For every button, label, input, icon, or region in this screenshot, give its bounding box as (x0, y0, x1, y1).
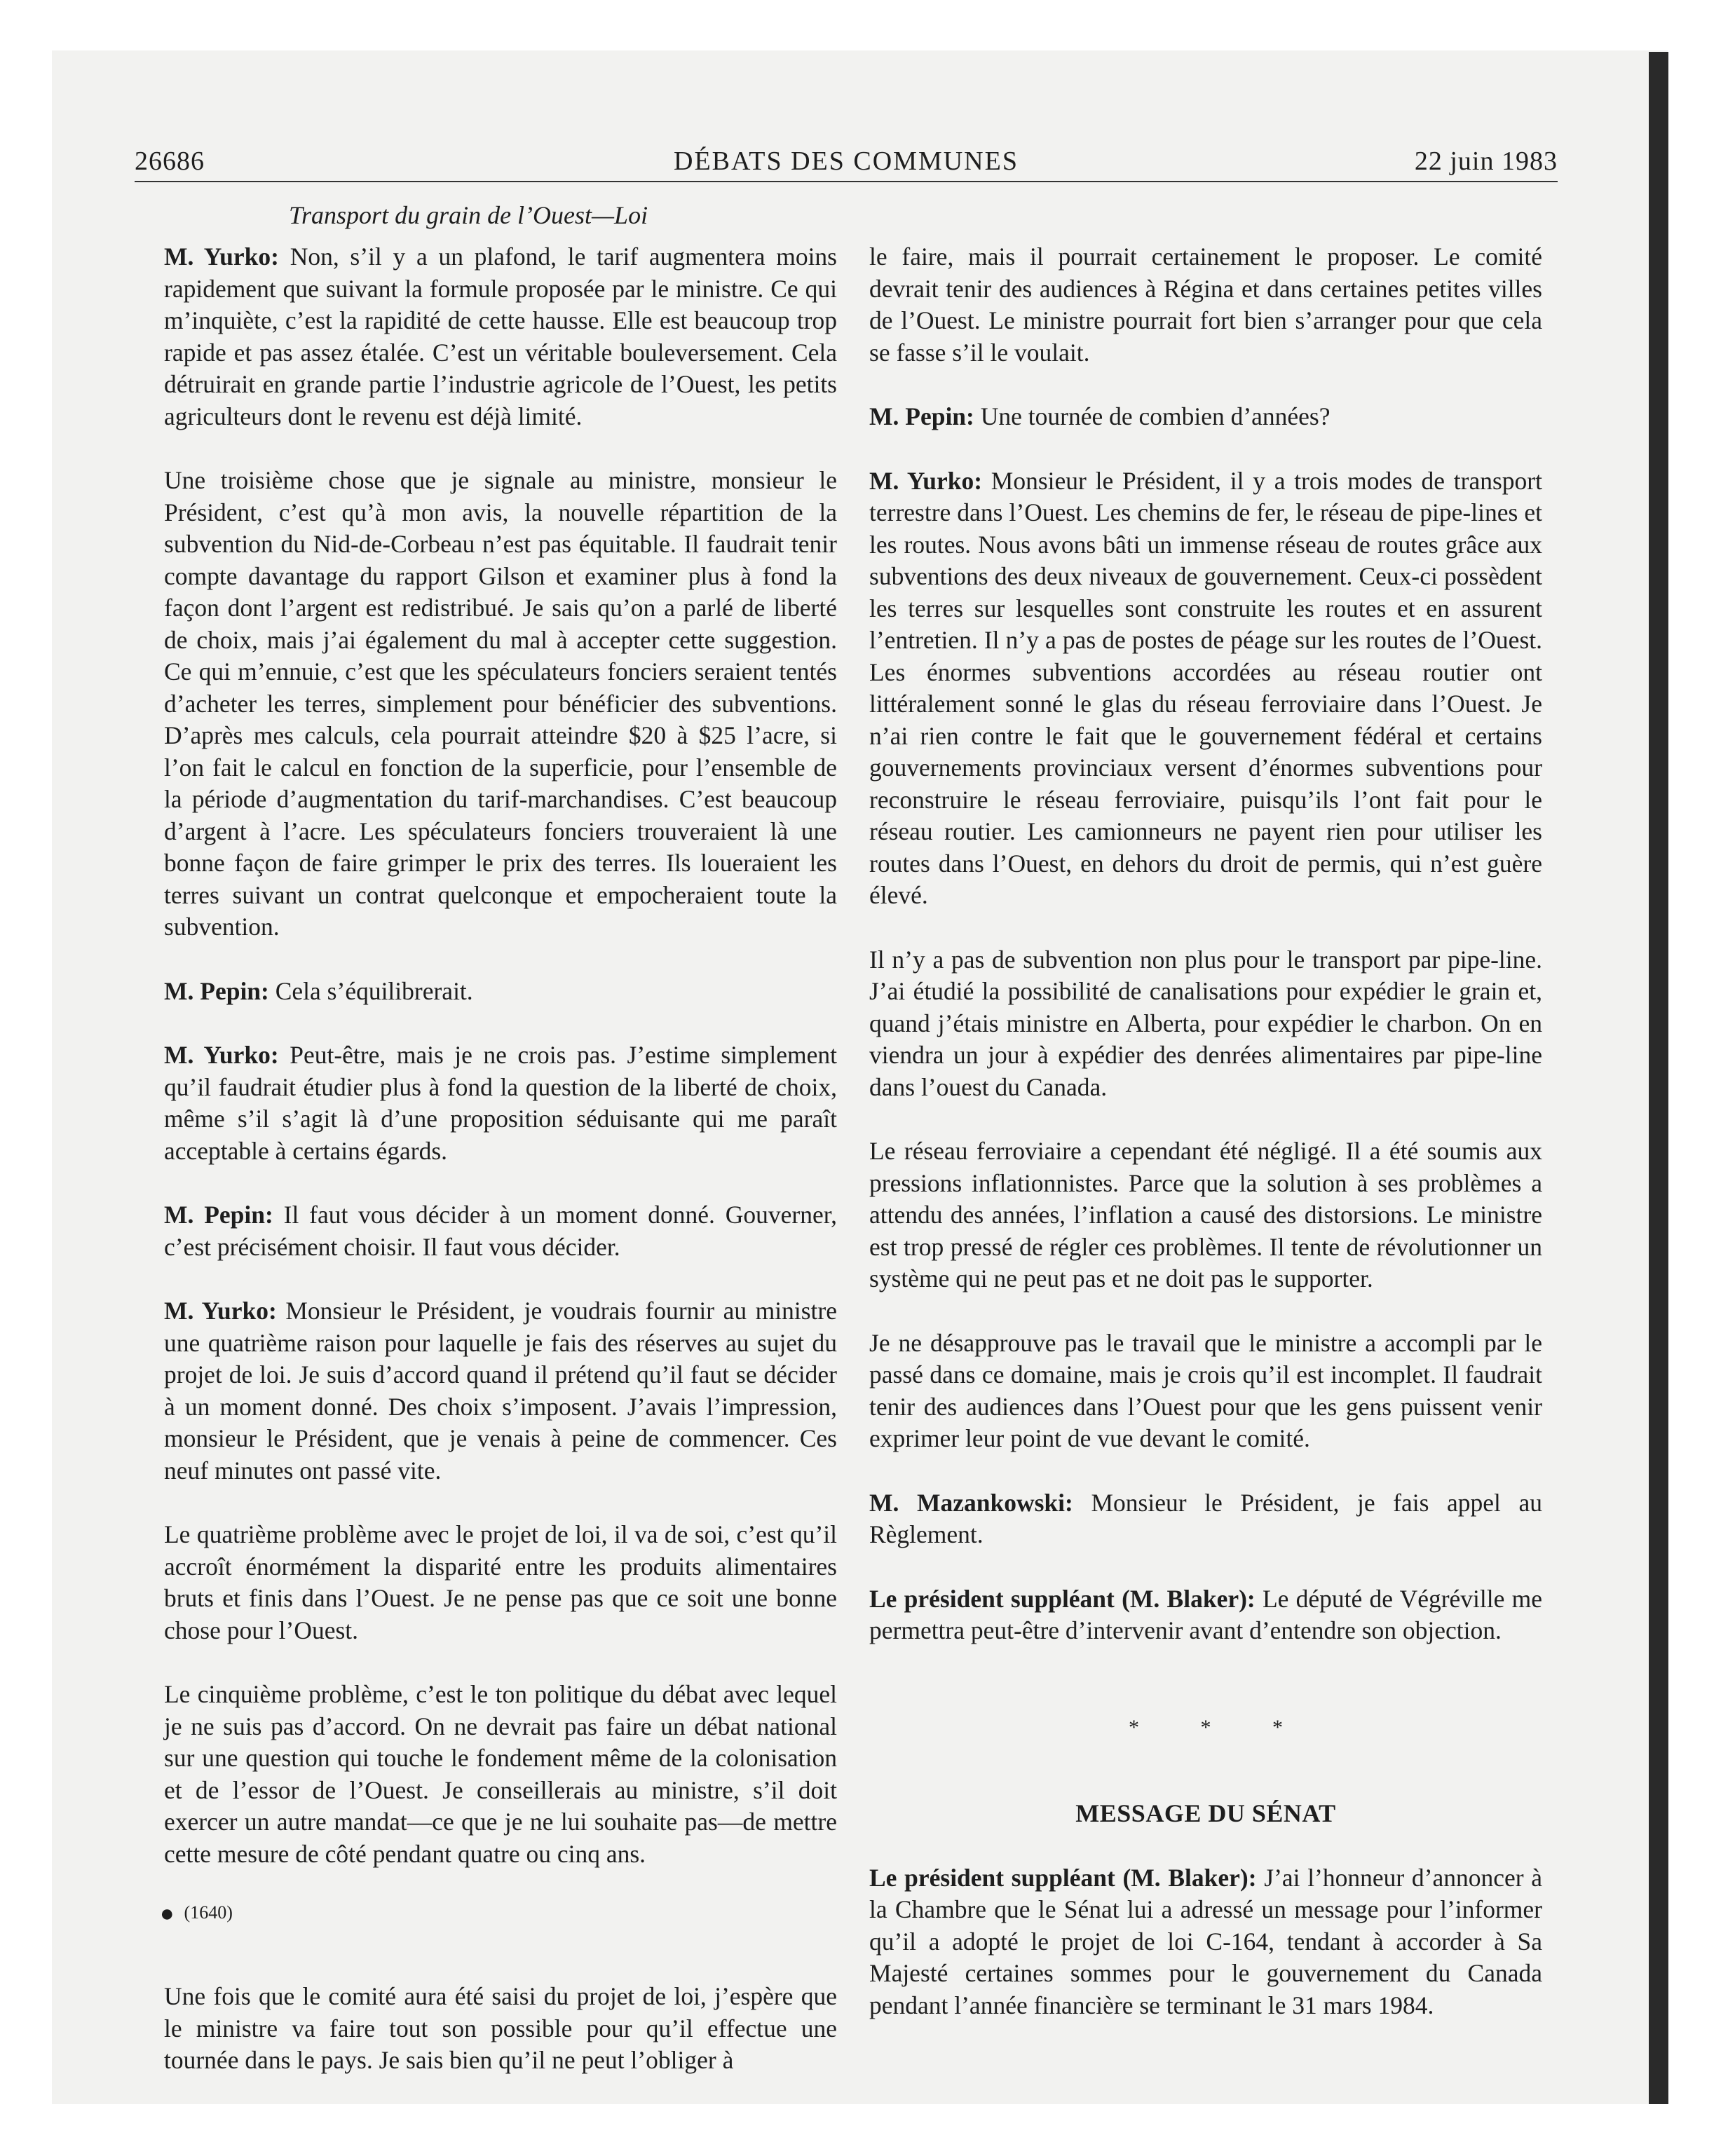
paragraph (869, 1583, 1542, 1647)
paragraph-text: Il n’y a pas de subvention non plus pour le transport par pipe-line. J’ai étudié la possibilité de canalisations pour expédier le grain et, quand j’étais ministre en Alberta, pour expédier le charbon. On en viendra un jour à expédier des denrées alimentaires par pipe-line dans l’ouest du Canada. (869, 945, 1542, 1101)
paragraph-text: le faire, mais il pourrait certainement le proposer. Le comité devrait tenir des audiences à Régina et dans certaines petites villes de l’Ouest. Le ministre pourrait fort bien s’arranger pour que cela se fasse s’il le voulait. (869, 243, 1542, 367)
section-separator: * * * (1129, 1715, 1311, 1739)
paragraph (164, 1519, 837, 1646)
right-column-paragraphs-after (869, 1862, 1542, 2022)
speaker-name: M. Yurko: (164, 1041, 279, 1069)
right-column (869, 241, 1542, 2054)
bullet-icon: ● (160, 1901, 175, 1928)
paragraph-text: Monsieur le Président, il y a trois modes de transport terrestre dans l’Ouest. Les chemins de fer, le réseau de pipe-lines et les routes. Nous avons bâti un immense réseau de routes grâce aux subventions des deux niveaux de gouvernement. Ceux-ci possèdent les terres sur lesquelles sont construite les routes et en assurent l’entretien. Il n’y a pas de postes de péage sur les routes de l’Ouest. Les énormes subventions accordées au réseau routier ont littéralement sonné le glas du réseau ferroviaire dans l’Ouest. Je n’ai rien contre le fait que le gouvernement fédéral et certains gouvernements provinciaux versent d’énormes subventions pour reconstruire le réseau ferroviaire, puisqu’ils l’ont fait pour le réseau routier. Les camionneurs ne payent rien pour utiliser les routes dans l’Ouest, en dehors du droit de permis, qui n’est guère élevé. (869, 466, 1542, 909)
paragraph (164, 1199, 837, 1263)
time-marker (160, 1901, 837, 1928)
section-heading: MESSAGE DU SÉNAT (1075, 1799, 1336, 1827)
paragraph-text: Une fois que le comité aura été saisi du projet de loi, j’espère que le ministre va faire tout son possible pour qu’il effectue une tournée dans le pays. Je sais bien qu’il ne peut l’obliger à (164, 1982, 837, 2075)
page-date: 22 juin 1983 (1414, 146, 1558, 176)
paragraph (164, 1295, 837, 1487)
paragraph (869, 1328, 1542, 1455)
page-header (135, 146, 1558, 182)
paragraph (869, 1135, 1542, 1295)
speaker-name: Le président suppléant (M. Blaker): (869, 1863, 1257, 1892)
paragraph-text: Le quatrième problème avec le projet de loi, il va de soi, c’est qu’il accroît énormément la disparité entre les produits alimentaires bruts et finis dans l’Ouest. Je ne pense pas que ce soit une bonne chose pour l’Ouest. (164, 1520, 837, 1644)
speaker-name: M. Pepin: (164, 1201, 273, 1229)
paragraph (869, 1487, 1542, 1551)
paragraph (869, 1862, 1542, 2022)
paragraph-text: Je ne désapprouve pas le travail que le ministre a accompli par le passé dans ce domaine, mais je crois qu’il est incomplet. Il faudrait tenir des audiences dans l’Ouest pour que les gens puissent venir exprimer leur point de vue devant le comité. (869, 1328, 1542, 1452)
paragraph-text: Monsieur le Président, je voudrais fournir au ministre une quatrième raison pour laquelle je fais des réserves au sujet du projet de loi. Je suis d’accord quand il prétend qu’il faut se décider à un moment donné. Des choix s’imposent. J’avais l’impression, monsieur le Président, que je venais à peine de commencer. Ces neuf minutes ont passé vite. (164, 1297, 837, 1485)
paragraph (869, 465, 1542, 912)
right-column-paragraphs (869, 241, 1542, 1647)
running-section-title: Transport du grain de l’Ouest—Loi (289, 201, 648, 229)
paragraph-text: Une tournée de combien d’années? (974, 402, 1331, 430)
paragraph (869, 241, 1542, 369)
paragraph (869, 401, 1542, 433)
scan-edge-shadow (1649, 52, 1668, 2104)
paragraph-text: Non, s’il y a un plafond, le tarif augmentera moins rapidement que suivant la formule proposée par le ministre. Ce qui m’inquiète, c’est la rapidité de cette hausse. Elle est beaucoup trop rapide et pas assez étalée. C’est un véritable bouleversement. Cela détruirait en grande partie l’industrie agricole de l’Ouest, les petits agriculteurs dont le revenu est déjà limité. (164, 243, 837, 430)
paragraph-text: Il faut vous décider à un moment donné. Gouverner, c’est précisément choisir. Il faut vous décider. (164, 1201, 837, 1261)
paragraph-text: Une troisième chose que je signale au ministre, monsieur le Président, c’est qu’à mon avis, la nouvelle répartition de la subvention du Nid-de-Corbeau n’est pas équitable. Il faudrait tenir compte davantage du rapport Gilson et examiner plus à fond la façon dont l’argent est redistribué. Je sais qu’on a parlé de liberté de choix, mais j’ai également du mal à accepter cette suggestion. Ce qui m’ennuie, c’est que les spéculateurs fonciers seraient tentés d’acheter les terres, simplement pour bénéficier des subventions. D’après mes calculs, cela pourrait atteindre $20 à $25 l’acre, si l’on fait le calcul en fonction de la superficie, pour l’ensemble de la période d’augmentation du tarif-marchandises. C’est beaucoup d’argent à l’acre. Les spéculateurs fonciers trouveraient là une bonne façon de faire grimper le prix des terres. Ils loueraient les terres suivant un contrat quelconque et empocheraient toute la subvention. (164, 466, 837, 941)
speaker-name: M. Pepin: (869, 402, 974, 430)
left-column-paragraphs (164, 241, 837, 1870)
paragraph-text: Peut-être, mais je ne crois pas. J’estime simplement qu’il faudrait étudier plus à fond la question de la liberté de choix, même s’il s’agit là d’une proposition séduisante qui me paraît acceptable à certains égards. (164, 1041, 837, 1165)
speaker-name: M. Yurko: (869, 466, 983, 495)
speaker-name: M. Yurko: (164, 1297, 277, 1325)
paragraph (164, 1039, 837, 1167)
paragraph-text: J’ai l’honneur d’annoncer à la Chambre que le Sénat lui a adressé un message pour l’informer qu’il a adopté le projet de loi C-164, tendant à accorder à Sa Majesté certaines sommes pour le gouvernement du Canada pendant l’année financière se terminant le 31 mars 1984. (869, 1863, 1542, 2019)
paragraph-text: Cela s’équilibrerait. (268, 976, 473, 1005)
paragraph (164, 1981, 837, 2077)
paragraph-text: Monsieur le Président, je fais appel au Règlement. (869, 1488, 1543, 1548)
publication-title: DÉBATS DES COMMUNES (674, 146, 1019, 176)
paragraph-text: Le cinquième problème, c’est le ton politique du débat avec lequel je ne suis pas d’accord. On ne devrait pas faire un débat national sur une question qui touche le fondement même de la colonisation et de l’essor de l’Ouest. Je conseillerais au ministre, s’il doit exercer un autre mandat—ce que je ne lui souhaite pas—de mettre cette mesure de côté pendant quatre ou cinq ans. (164, 1680, 837, 1868)
speaker-name: M. Mazankowski: (869, 1488, 1073, 1517)
left-column (160, 241, 837, 2109)
speaker-name: M. Yurko: (164, 243, 279, 271)
header-rule (135, 181, 1558, 182)
time-marker-text: (1640) (184, 1902, 233, 1923)
speaker-name: M. Pepin: (164, 976, 269, 1005)
page-number: 26686 (135, 146, 205, 176)
paragraph (164, 976, 837, 1008)
left-column-paragraphs-after (164, 1981, 837, 2077)
paragraph-text: Le député de Végréville me permettra peut-être d’intervenir avant d’entendre son objection. (869, 1584, 1543, 1644)
paragraph (164, 465, 837, 943)
paragraph (164, 1679, 837, 1870)
speaker-name: Le président suppléant (M. Blaker): (869, 1584, 1256, 1613)
paragraph (164, 241, 837, 432)
paragraph (869, 944, 1542, 1104)
paragraph-text: Le réseau ferroviaire a cependant été négligé. Il a été soumis aux pressions inflationnistes. Parce que la solution à ses problèmes a attendu des années, l’inflation a causé des distorsions. Le ministre est trop pressé de régler ces problèmes. Il tente de révolutionner un système qui ne peut pas et ne doit pas le supporter. (869, 1137, 1542, 1292)
